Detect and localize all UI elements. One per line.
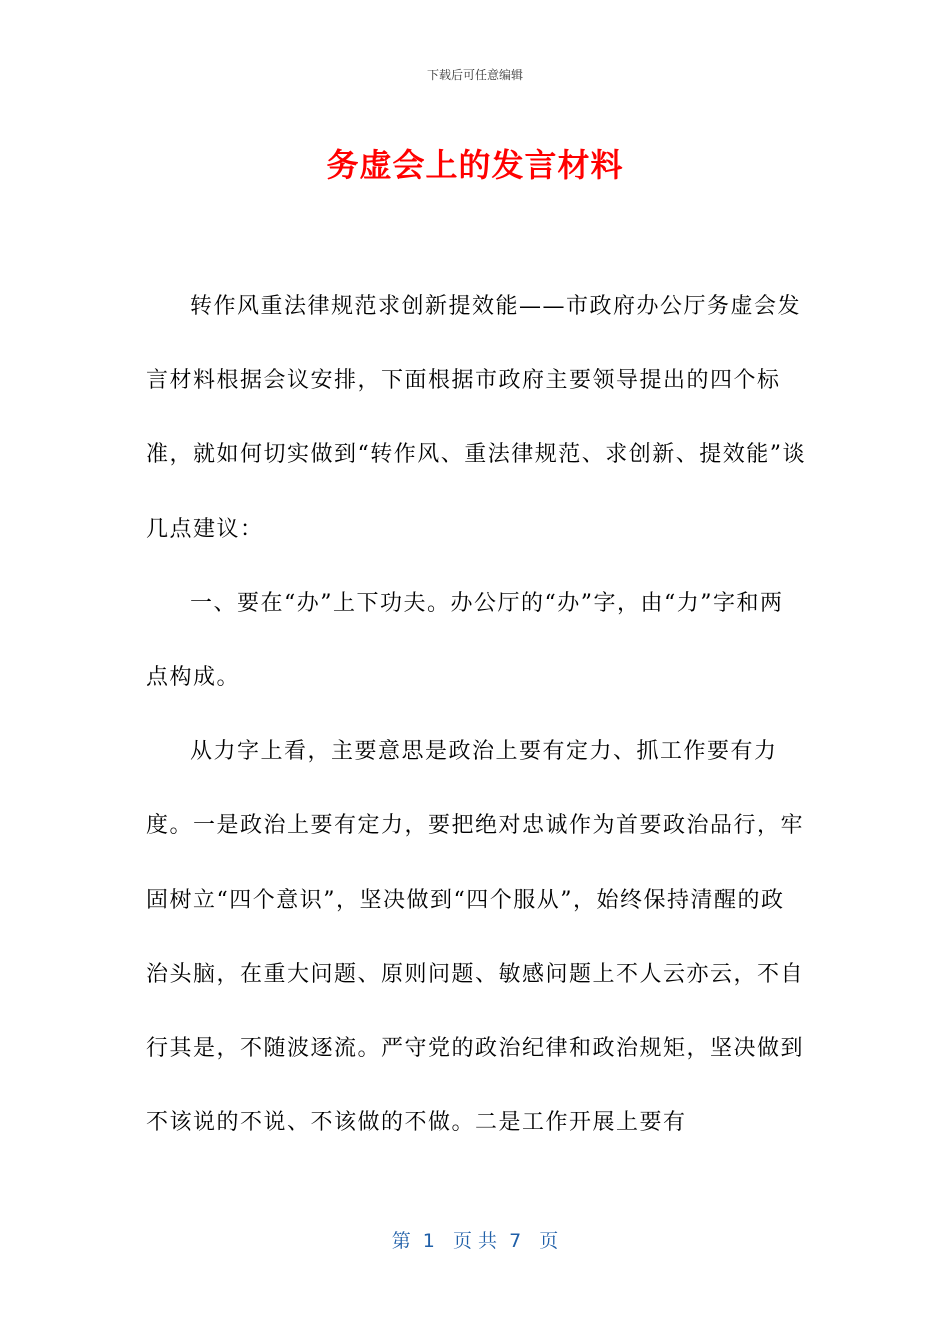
paragraph-intro: 转作风重法律规范求创新提效能——市政府办公厅务虚会发言材料根据会议安排，下面根据市政府主要领导提出的四个标准，就如何切实做到“转作风、重法律规范、求创新、提效能”谈几点建议： bbox=[146, 294, 806, 542]
document-body bbox=[146, 270, 806, 1160]
paragraph-political-force: 从力字上看，主要意思是政治上要有定力、抓工作要有力度。一是政治上要有定力，要把绝对忠诚作为首要政治品行，牢固树立“四个意识”，坚决做到“四个服从”，始终保持清醒的政治头脑，在重大问题、原则问题、敏感问题上不人云亦云，不自行其是，不随波逐流。严守党的政治纪律和政治规矩，坚决做到不该说的不说、不该做的不做。二是工作开展上要有 bbox=[146, 739, 805, 1136]
document-title: 务虚会上的发言材料 bbox=[326, 146, 624, 184]
paragraph-section-one: 一、要在“办”上下功夫。办公厅的“办”字，由“力”字和两点构成。 bbox=[146, 590, 784, 691]
page-number-footer: 第 1 页 共 7 页 bbox=[391, 1230, 559, 1252]
header-note: 下载后可任意编辑 bbox=[426, 68, 523, 82]
